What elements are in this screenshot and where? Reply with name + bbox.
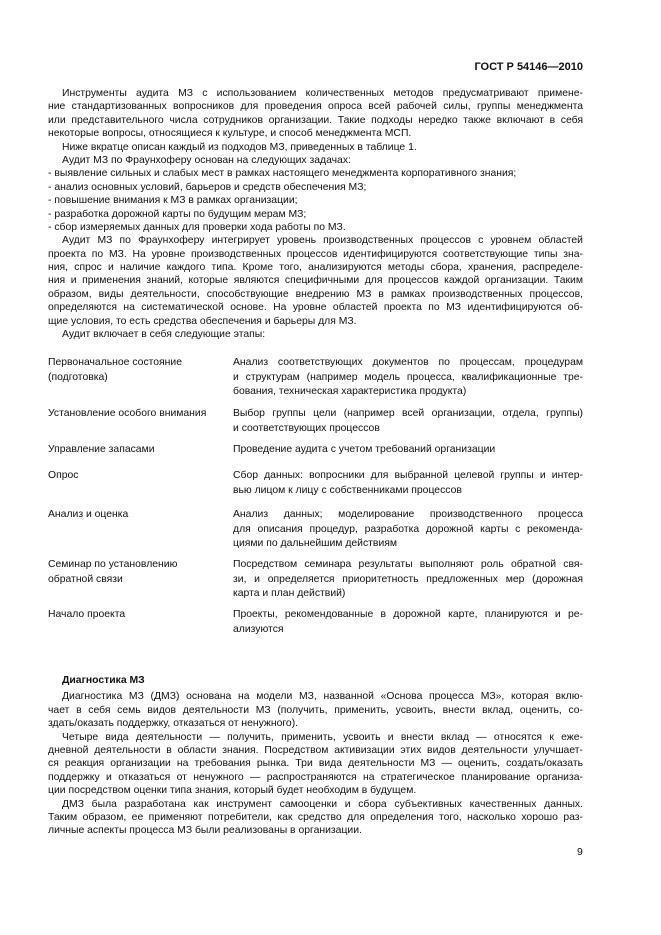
text-line: - анализ основных условий, барьеров и средств обеспечения МЗ; [48, 181, 367, 193]
stage-description-line: Посредством семинара результаты выполняют роль обратной свя- [233, 559, 583, 570]
stage-description [233, 356, 583, 400]
text-line: Инструменты аудита МЗ с использованием количественных методов предусматривают примене- [62, 88, 583, 99]
text-line: ции посредством оценки типа знания, который будет необходим в будущем. [48, 785, 417, 797]
stage-description [233, 558, 583, 602]
stage-name-line: Установление особого внимания [48, 408, 207, 419]
stage-description-line: и структурам (например модель процесса, квалификационные тре- [233, 371, 583, 383]
stage-name [48, 508, 228, 523]
stage-description-line: Анализ соответствующих документов по процессам, процедурам [233, 357, 583, 368]
stage-description-line: вью лицом к лицу с собственниками процессов [233, 484, 462, 496]
stage-description-line: Анализ данных; моделирование производственного процесса [233, 509, 583, 520]
text-line: - повышение внимания к МЗ в рамках организации; [48, 195, 298, 207]
text-line: Аудит включает в себя следующие этапы: [62, 329, 266, 341]
stage-name-line: Семинар по установлению [48, 559, 178, 570]
stage-description-line: бования, техническая характеристика продукта) [233, 386, 467, 398]
stage-name [48, 469, 228, 484]
stage-name [48, 608, 228, 623]
stage-description [233, 469, 583, 498]
text-line: ся реакция организации на требования рынка. Три вида деятельности МЗ — оценить, создать/оказать [48, 758, 583, 770]
text-line: Аудит МЗ по Фраунхоферу интегрирует уровень производственных процессов с уровнем областей [62, 235, 583, 247]
text-line: образом, виды деятельности, способствующие внедрению МЗ в рамках производственных процессов, [48, 288, 583, 300]
text-line: щие условия, то есть средства обеспечения и барьеры для МЗ. [48, 315, 357, 327]
text-line: ДМЗ была разработана как инструмент самооценки и сбора субъективных качественных данных. [62, 798, 583, 810]
text-line: Таким образом, ее применяют потребители, как средство для определения того, насколько хорошо раз- [48, 811, 583, 823]
stage-description-line: Проекты, рекомендованные в дорожной карте, планируются и ре- [233, 609, 583, 620]
stage-description [233, 443, 583, 458]
stage-description-line: зи, и определяется приоритетность предложенных мер (дорожная [233, 573, 583, 585]
intro-text [48, 87, 583, 341]
section-body [48, 690, 583, 837]
stage-description-line: Проведение аудита с учетом требований организации [233, 444, 496, 455]
page-number: 9 [577, 846, 583, 858]
stage-name-line: Опрос [48, 470, 79, 481]
stage-description-line: Выбор группы цели (например всей организации, отдела, группы) [233, 408, 583, 419]
stage-name-line: Управление запасами [48, 444, 155, 455]
section-diagnostics [48, 674, 583, 838]
document-id-header: ГОСТ Р 54146—2010 [474, 61, 583, 73]
stage-description-line: ализуются [233, 623, 284, 635]
stage-name-line: обратной связи [48, 573, 123, 585]
stage-description-line: карта и план действий) [233, 588, 346, 600]
stage-name-line: Начало проекта [48, 609, 126, 620]
text-line: дневной деятельности в области знания. Посредством активизации этих видов деятельности улучшает- [48, 744, 583, 756]
stage-name [48, 407, 228, 422]
stage-name-line: Первоначальное состояние [48, 357, 183, 368]
text-line: - сбор измеряемых данных для проверки хода работы по МЗ. [48, 221, 346, 233]
text-line: здать/оказать поддержку, отказаться от ненужного). [48, 718, 299, 730]
stage-name-line: Анализ и оценка [48, 509, 129, 520]
text-line: определяются на систематической основе. На уровне областей проекта по МЗ идентифицируются об- [48, 302, 583, 314]
section-heading: Диагностика МЗ [62, 675, 145, 686]
text-line: Аудит МЗ по Фраунхоферу основан на следующих задачах: [62, 154, 351, 166]
text-line: ние стандартизованных вопросников для проведения опроса всей рабочей силы, группы менеджмента [48, 101, 583, 113]
text-line: Ниже вкратце описан каждый из подходов МЗ, приведенных в таблице 1. [62, 141, 417, 153]
text-line: Диагностика МЗ (ДМЗ) основана на модели МЗ, названной «Основа процесса МЗ», которая вклю- [62, 691, 583, 703]
stage-name [48, 356, 228, 385]
stage-name [48, 443, 228, 458]
stage-description-line: и соответствующих процессов [233, 422, 380, 434]
stage-description-line: Сбор данных: вопросники для выбранной целевой группы и интер- [233, 470, 583, 481]
text-line: некоторые вопросы, относящиеся к культуре, и способ менеджмента МСП. [48, 128, 412, 140]
text-line: чает в себя семь видов деятельности МЗ (получить, применить, усвоить, внести вклад, оценить, со- [48, 704, 583, 716]
text-line: проекта по МЗ. На уровне производственных процессов идентифицируются соответствующие типы зна- [48, 248, 583, 260]
text-line: ния и применения знаний, которые являются специфичными для процессов каждой организации. Таким [48, 275, 583, 287]
text-line: ния, спрос и наличие каждого типа. Кроме того, анализируются методы сбора, хранения, распределе- [48, 262, 583, 274]
text-line: или представительного числа сотрудников организации. Такие подходы нередко также включают в себя [48, 114, 583, 126]
stage-description [233, 508, 583, 552]
stage-description-line: для описания процедур, разработка дорожной карты с рекоменда- [233, 523, 583, 535]
stage-description-line: циями по дальнейшим действиям [233, 538, 398, 550]
text-line: Четыре вида деятельности — получить, применить, усвоить и внести вклад — относятся к еже- [62, 731, 583, 743]
stage-description [233, 608, 583, 637]
text-line: личные аспекты процесса МЗ были реализованы в организации. [48, 825, 362, 837]
stage-name-line: (подготовка) [48, 371, 108, 383]
stage-name [48, 558, 228, 587]
text-line: - выявление сильных и слабых мест в рамках настоящего менеджмента корпоративного знания; [48, 168, 517, 180]
text-line: поддержку и отказаться от ненужного — распространяются на стратегическое планирование организа- [48, 771, 583, 783]
text-line: - разработка дорожной карты по будущим мерам МЗ; [48, 208, 307, 220]
stage-description [233, 407, 583, 436]
